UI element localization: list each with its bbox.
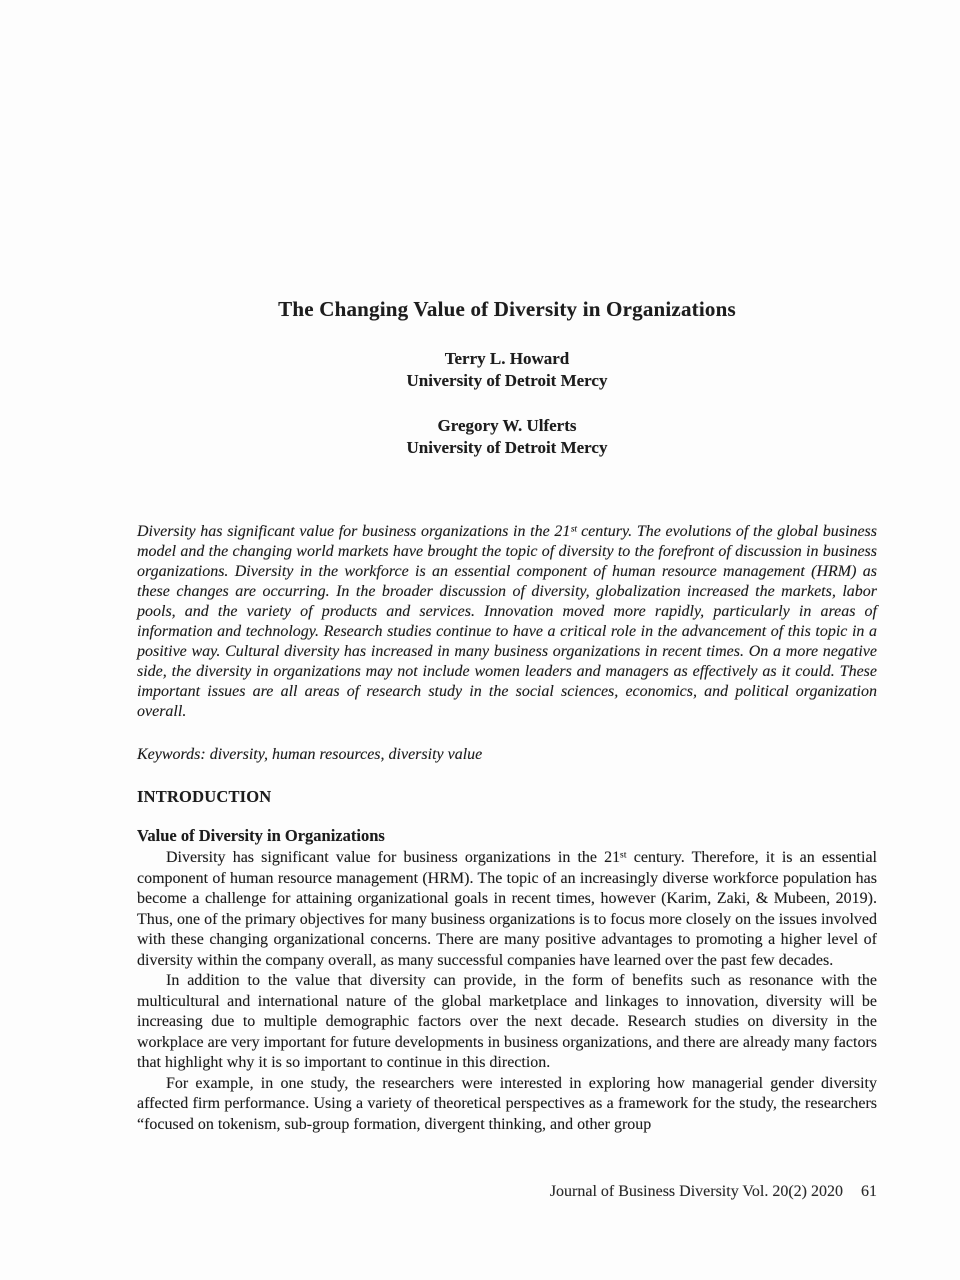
footer-journal-info: Journal of Business Diversity Vol. 20(2) 2020 (549, 1183, 843, 1200)
author-name: Gregory W. Ulferts (437, 416, 577, 435)
author-affiliation: University of Detroit Mercy (406, 438, 608, 457)
body-paragraph: For example, in one study, the researchers were interested in exploring how managerial gender diversity affected firm performance. Using a variety of theoretical perspectives as a framework for the study, the researchers “focused on tokenism, sub-group formation, divergent thinking, and other group (137, 1074, 877, 1133)
page-content (137, 0, 877, 1135)
author-name: Terry L. Howard (444, 349, 570, 368)
page-title: The Changing Value of Diversity in Organizations (278, 297, 736, 321)
page-footer (137, 1183, 877, 1201)
author-block-2 (137, 415, 877, 459)
author-affiliation: University of Detroit Mercy (406, 371, 608, 390)
author-block-1 (137, 348, 877, 392)
footer-page-number: 61 (861, 1183, 877, 1200)
subsection-heading-value-of-diversity: Value of Diversity in Organizations (137, 826, 385, 845)
body-paragraph: In addition to the value that diversity can provide, in the form of benefits such as resonance with the multicultural and international nature of the global marketplace and linkages to innovation, diversity will be increasing due to multiple demographic factors over the next decade. Research studies on diversity in the workplace are very important for future developments in business organizations, and there are already many factors that highlight why it is so important to continue in this direction. (137, 972, 877, 1071)
keywords-line: Keywords: diversity, human resources, diversity value (137, 746, 483, 763)
body-paragraph: Diversity has significant value for business organizations in the 21ˢᵗ century. Therefore, it is an essential component of human resource management (HRM). The topic of an increasingly diverse workforce population has become a challenge for attaining organizational goals in recent times, however (Karim, Zaki, & Mubeen, 2019). Thus, one of the primary objectives for many business organizations is to focus more closely on the issues involved with these changing organizational concerns. There are many positive advantages to promoting a higher level of diversity within the company overall, as many successful companies have learned over the past few decades. (137, 849, 877, 969)
abstract-text: Diversity has significant value for business organizations in the 21ˢᵗ century. The evolutions of the global business model and the changing world markets have brought the topic of diversity to the forefront of discussion in business organizations. Diversity in the workforce is an essential component of human resource management (HRM) as these changes are occurring. In the broader discussion of diversity, globalization increased the markets, labor pools, and the variety of products and services. Innovation moved more rapidly, particularly in areas of information and technology. Research studies continue to have a critical role in the advancement of this topic in a positive way. Cultural diversity has increased in many business organizations in recent times. On a more negative side, the diversity in organizations may not include women leaders and managers as effectively as it could. These important issues are all areas of research study in the social sciences, economics, and political organization overall. (137, 523, 877, 720)
section-heading-introduction: INTRODUCTION (137, 787, 272, 806)
